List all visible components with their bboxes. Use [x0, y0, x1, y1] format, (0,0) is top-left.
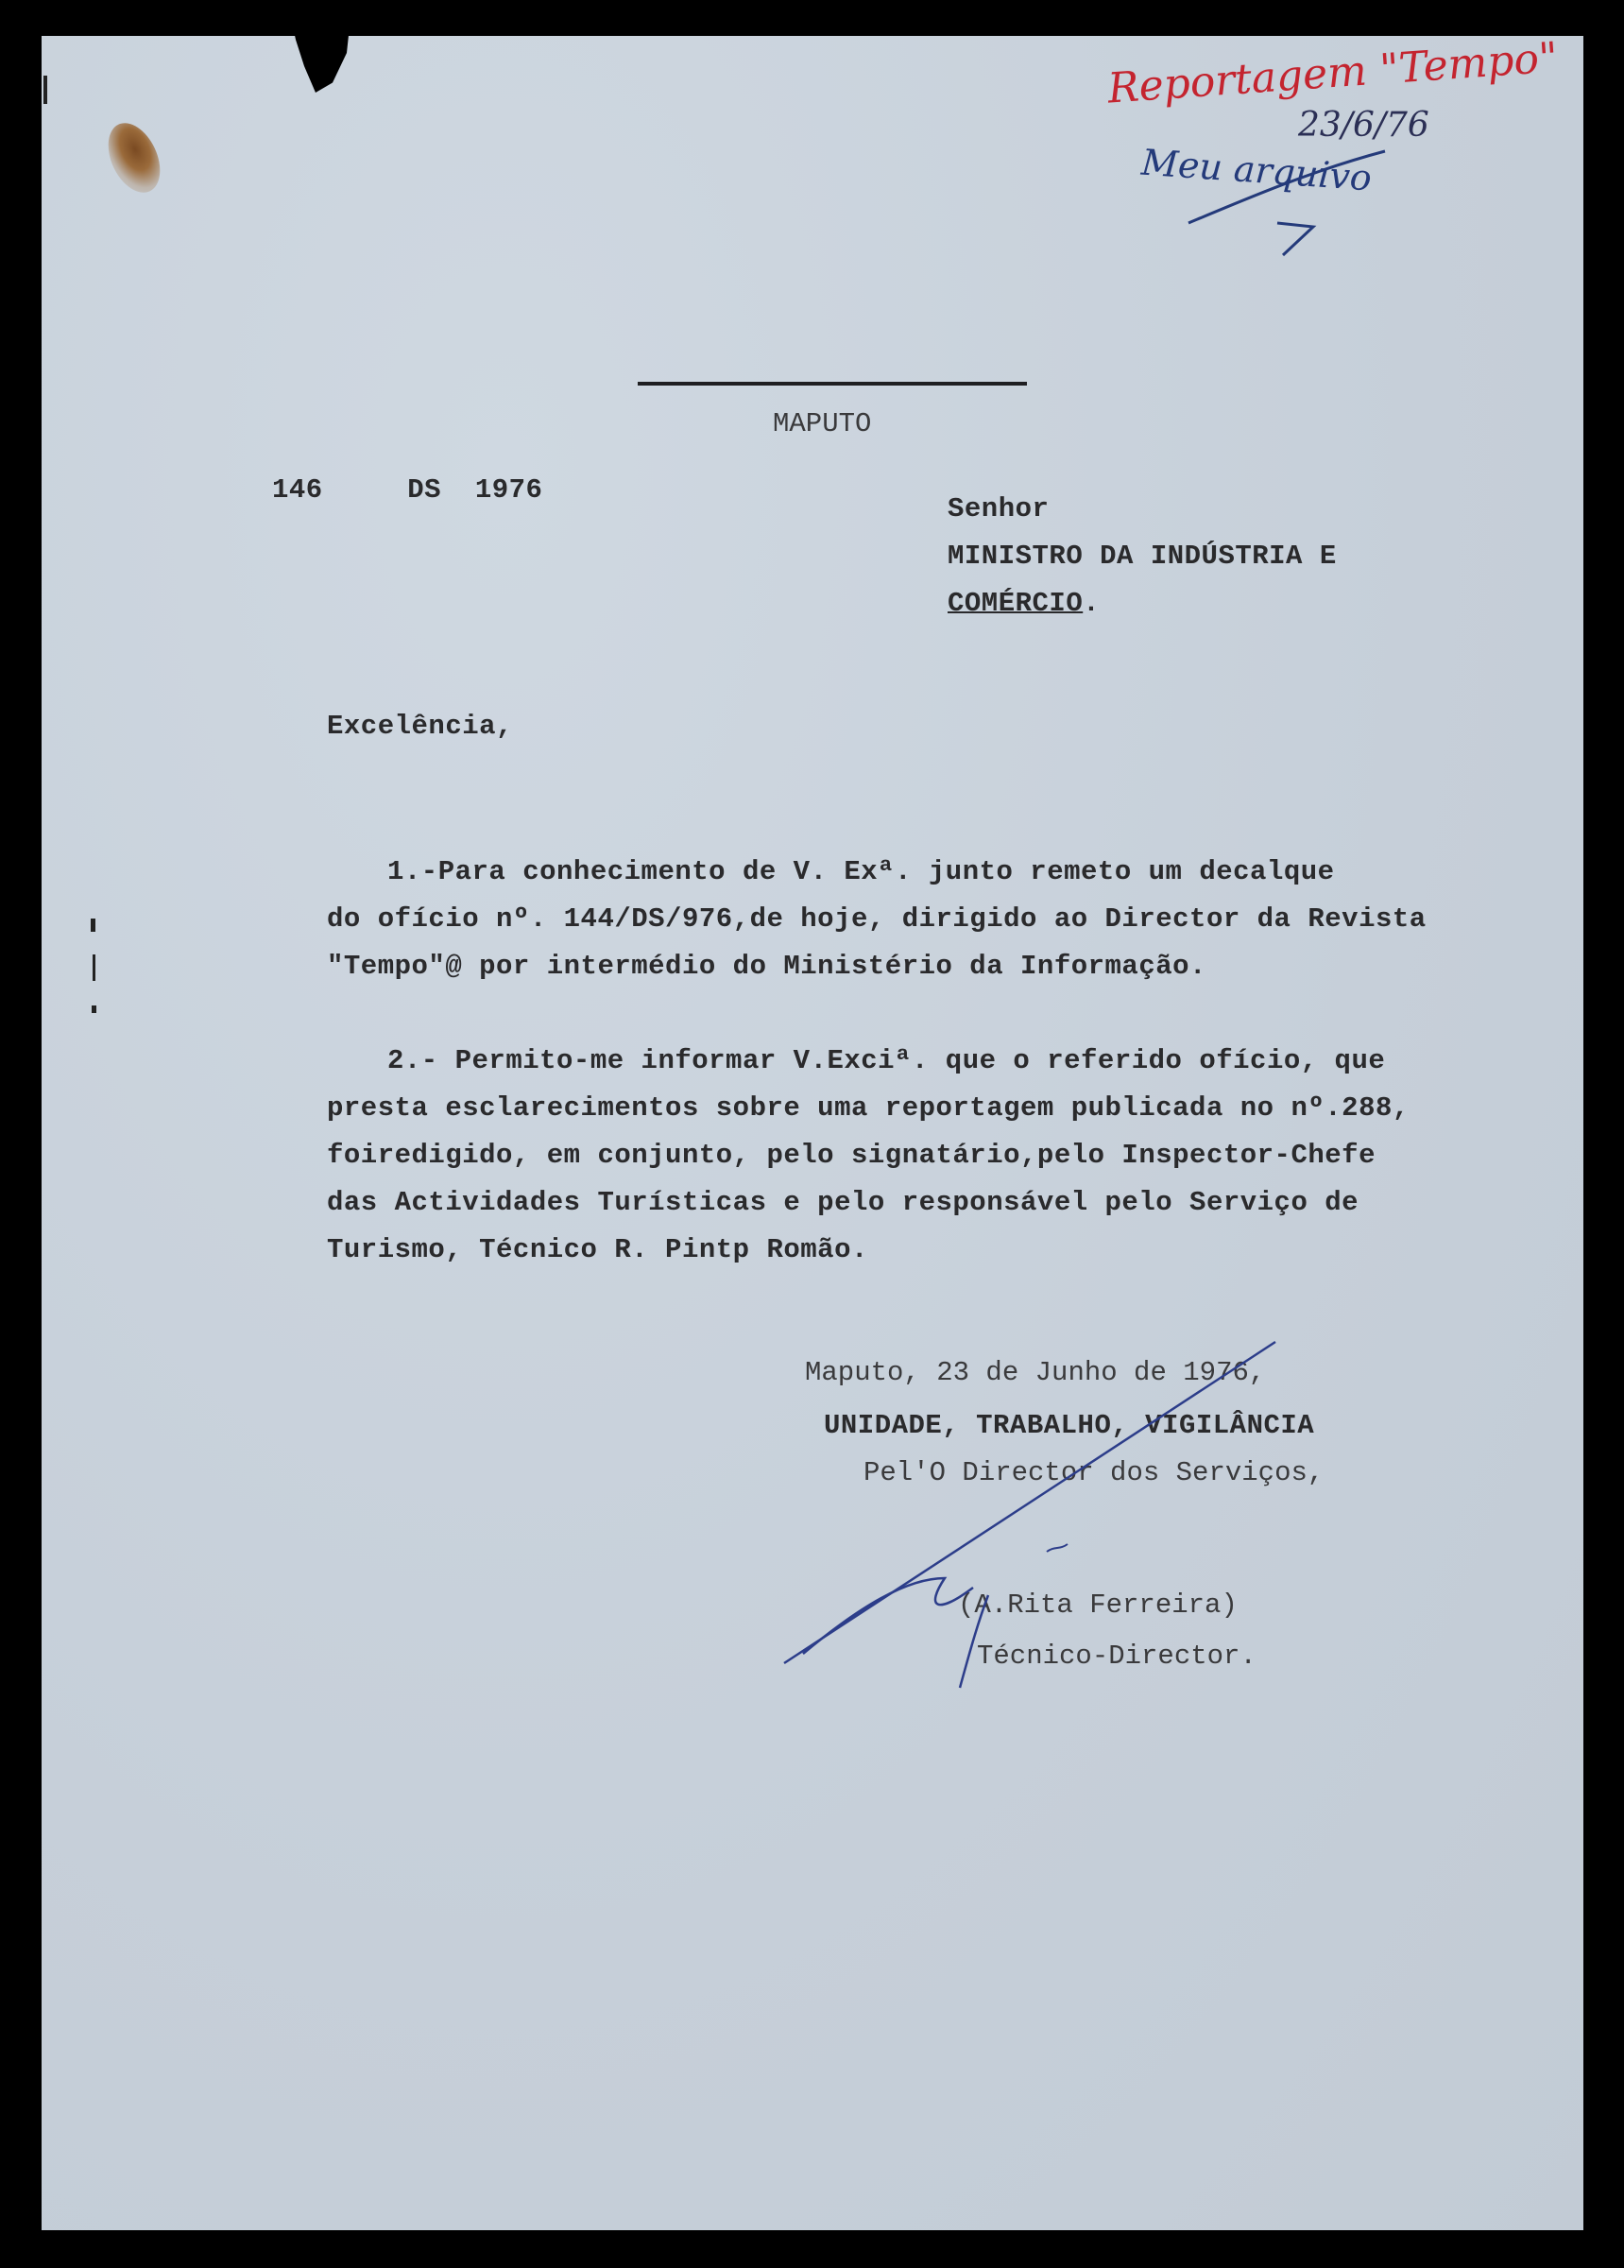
handwritten-strike-arrow	[1171, 132, 1417, 265]
reference-number: 146 DS 1976	[272, 474, 543, 506]
recipient-salutation: Senhor	[948, 493, 1050, 524]
signatory-name: (A.Rita Ferreira)	[958, 1589, 1238, 1621]
signature	[775, 1295, 1304, 1710]
paragraph2-line: foiredigido, em conjunto, pelo signatário,pelo Inspector-Chefe	[327, 1140, 1376, 1171]
margin-mark	[91, 919, 95, 932]
margin-mark	[93, 954, 95, 981]
paragraph2-line: presta esclarecimentos sobre uma reportagem publicada no nº.288,	[327, 1092, 1410, 1124]
paragraph1-line: 1.-Para conhecimento de V. Exª. junto remeto um decalque	[387, 856, 1335, 887]
paragraph2-line: Turismo, Técnico R. Pintp Romão.	[327, 1234, 868, 1265]
signatory-title: Técnico-Director.	[977, 1641, 1256, 1672]
paragraph2-line: das Actividades Turísticas e pelo responsável pelo Serviço de	[327, 1187, 1359, 1218]
document-page	[42, 36, 1583, 2230]
recipient-line1: MINISTRO DA INDÚSTRIA E	[948, 541, 1337, 572]
margin-mark	[92, 1005, 96, 1013]
paragraph1-line: "Tempo"@ por intermédio do Ministério da Informação.	[327, 951, 1206, 982]
recipient-period: .	[1083, 588, 1101, 619]
recipient-ministry: COMÉRCIO	[948, 588, 1084, 619]
closing-date: Maputo, 23 de Junho de 1976,	[805, 1357, 1266, 1388]
handwritten-note: Meu arquivo	[1139, 141, 1374, 199]
recipient-line2	[948, 588, 1100, 619]
handwritten-title: Reportagem "Tempo"	[1105, 33, 1560, 113]
place-heading: MAPUTO	[773, 408, 872, 439]
paragraph2-line: 2.- Permito-me informar V.Exciª. que o referido ofício, que	[387, 1045, 1386, 1076]
closing-on-behalf: Pel'O Director dos Serviços,	[863, 1457, 1325, 1488]
margin-mark	[43, 76, 47, 104]
header-rule	[638, 382, 1027, 386]
closing-motto: UNIDADE, TRABALHO, VIGILÂNCIA	[824, 1410, 1315, 1441]
paragraph1-line: do ofício nº. 144/DS/976,de hoje, dirigido ao Director da Revista	[327, 903, 1427, 935]
greeting: Excelência,	[327, 711, 513, 742]
handwritten-date: 23/6/76	[1298, 106, 1429, 145]
